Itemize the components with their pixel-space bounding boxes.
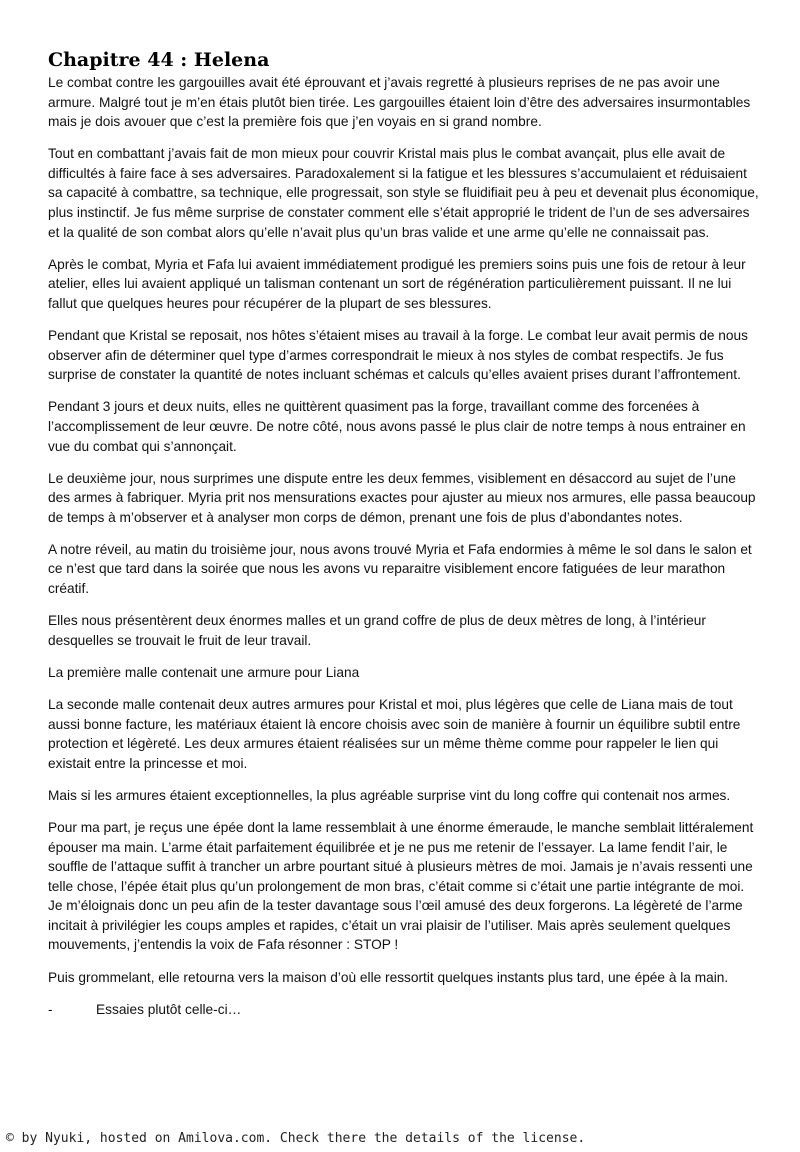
license-footer: © by Nyuki, hosted on Amilova.com. Check there the details of the license. [6, 1131, 586, 1146]
paragraph: La première malle contenait une armure pour Liana [48, 664, 360, 680]
paragraph: Puis grommelant, elle retourna vers la maison d’où elle ressortit quelques instants plus tard, une épée à la main. [48, 969, 729, 985]
paragraph: Pendant que Kristal se reposait, nos hôtes s’étaient mises au travail à la forge. Le combat leur avait permis de nous observer afin de déterminer quel type d’armes correspondrait le mieux à nos styles de combat respectifs. Je fus surprise de constater la quantité de notes incluant schémas et calculs qu’elles avaient prises durant l’affrontement. [48, 328, 748, 383]
dialogue-text: Essaies plutôt celle-ci… [96, 1001, 242, 1017]
paragraph: Après le combat, Myria et Fafa lui avaient immédiatement prodigué les premiers soins puis une fois de retour à leur atelier, elles lui avaient appliqué un talisman contenant un sort de régénération particulièrement puissant. Il ne lui fallut que quelques heures pour récupérer de la plupart de ses blessures. [48, 256, 746, 311]
paragraph: Mais si les armures étaient exceptionnelles, la plus agréable surprise vint du long coffre qui contenait nos armes. [48, 787, 731, 803]
document-page [48, 48, 760, 1019]
chapter-title: Chapitre 44 : Helena [48, 49, 270, 71]
paragraph: Le combat contre les gargouilles avait été éprouvant et j’avais regretté à plusieurs reprises de ne pas avoir une armure. Malgré tout je m’en étais plutôt bien tirée. Les gargouilles étaient loin d’être des adversaires insurmontables mais je dois avouer que c’est la première fois que j’en voyais en si grand nombre. [48, 75, 751, 130]
paragraph: A notre réveil, au matin du troisième jour, nous avons trouvé Myria et Fafa endormies à même le sol dans le salon et ce n’est que tard dans la soirée que nous les avons vu reparaitre visiblement encore fatiguées de leur marathon créatif. [48, 541, 752, 597]
paragraph: Pour ma part, je reçus une épée dont la lame ressemblait à une énorme émeraude, le manche semblait littéralement épouser ma main. L’arme était parfaitement équilibrée et je ne pus me retenir de l’essayer. La lame fendit l’air, le souffle de l’attaque suffit à trancher un arbre pourtant situé à plusieurs mètres de moi. Jamais je n’avais ressenti une telle chose, l’épée était plus qu’un prolongement de mon bras, c’était comme si c’était une partie intégrante de moi. Je m’éloignais donc un peu afin de la tester davantage sous l’œil amusé des deux forgerons. La légèreté de l’arme incitait à privilégier les coups amples et rapides, c’était un vrai plaisir de l’utiliser. Mais après seulement quelques mouvements, j’entendis la voix de Fafa résonner : STOP ! [48, 819, 754, 953]
paragraph: La seconde malle contenait deux autres armures pour Kristal et moi, plus légères que celle de Liana mais de tout aussi bonne facture, les matériaux étaient là encore choisis avec soin de manière à fournir un équilibre subtil entre protection et légèreté. Les deux armures étaient réalisées sur un même thème comme pour rappeler le lien qui existait entre la princesse et moi. [48, 696, 741, 771]
paragraph: Le deuxième jour, nous surprimes une dispute entre les deux femmes, visiblement en désaccord au sujet de l’une des armes à fabriquer. Myria prit nos mensurations exactes pour ajuster au mieux nos armures, elle passa beaucoup de temps à m’observer et à analyser mon corps de démon, prenant une fois de plus d’abondantes notes. [48, 470, 756, 525]
dialogue-dash: - [48, 1001, 53, 1017]
paragraph: Tout en combattant j’avais fait de mon mieux pour couvrir Kristal mais plus le combat avançait, plus elle avait de difficultés à faire face à ses adversaires. Paradoxalement si la fatigue et les blessures s’accumulaient et réduisaient sa capacité à combattre, sa technique, elle progressait, son style se fluidifiait peu à peu et devenait plus économique, plus instinctif. Je fus même surprise de constater comment elle s’était approprié le trident de l’un de ses adversaires et la qualité de son combat alors qu’elle n’avait plus qu’un bras valide et une arme qu’elle ne connaissait pas. [48, 146, 759, 240]
paragraph: Elles nous présentèrent deux énormes malles et un grand coffre de plus de deux mètres de long, à l’intérieur desquelles se trouvait le fruit de leur travail. [48, 613, 706, 648]
paragraph: Pendant 3 jours et deux nuits, elles ne quittèrent quasiment pas la forge, travaillant comme des forcenées à l’accomplissement de leur œuvre. De notre côté, nous avons passé le plus clair de notre temps à nous entrainer en vue du combat qui s’annonçait. [48, 399, 746, 454]
dialogue-line [48, 1000, 760, 1020]
